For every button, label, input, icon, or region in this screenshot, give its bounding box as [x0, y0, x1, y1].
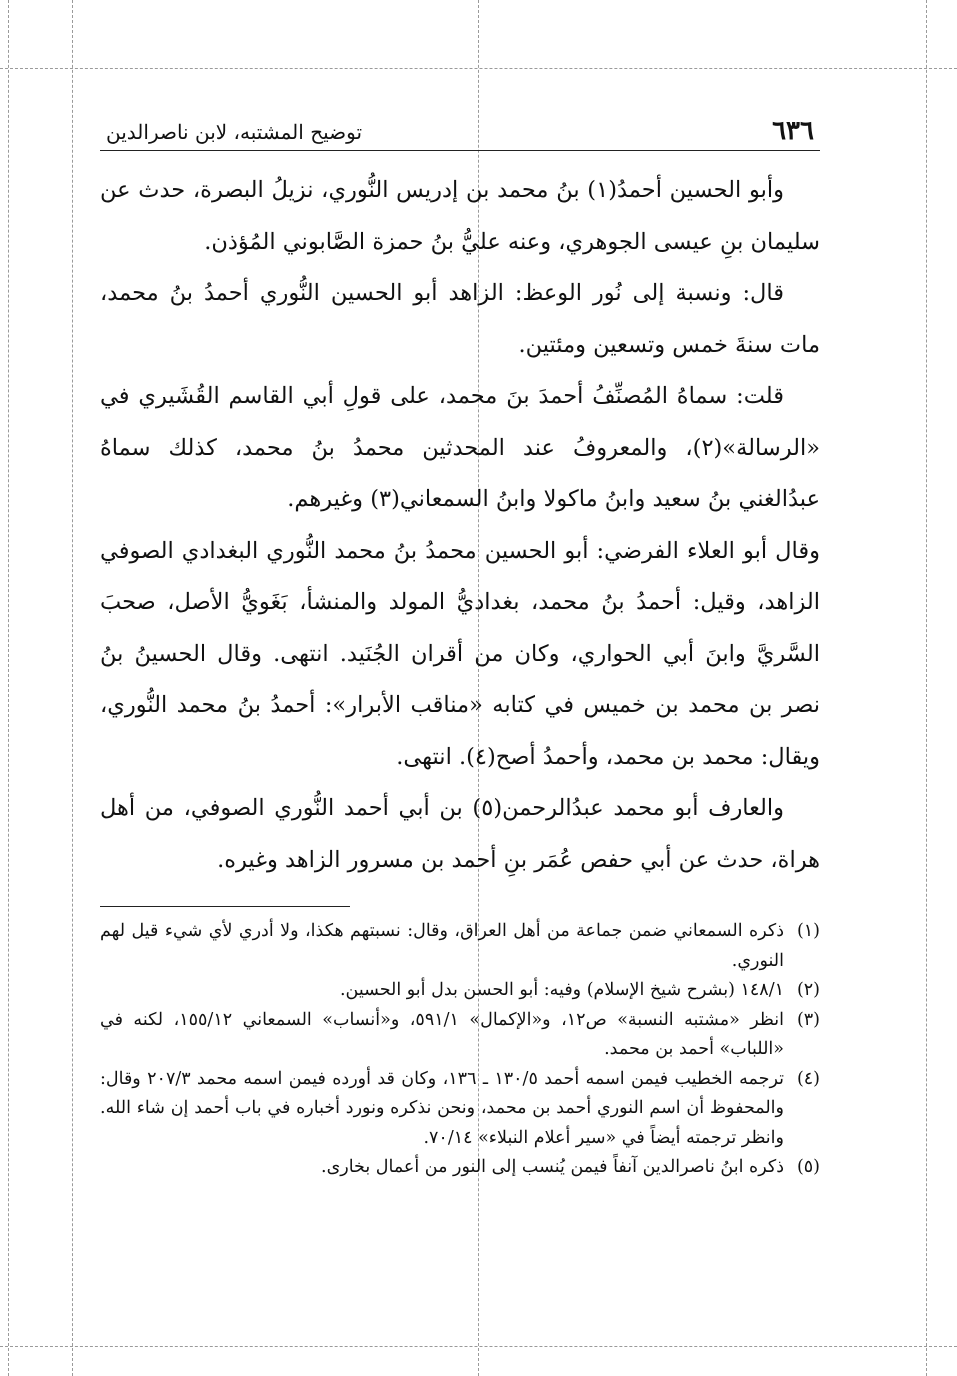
crop-mark-top [0, 68, 957, 69]
book-page [100, 110, 820, 1183]
crop-mark-left-inner [72, 0, 73, 1376]
paragraph: وقال أبو العلاء الفرضي: أبو الحسين محمدُ بنُ محمد النُّوري البغدادي الصوفي الزاهد، وقيل: أحمدُ بنُ محمد، بغداديُّ المولد والمنشأ، بَغَويُّ الأصل، صحبَ السَّريَّ وابنَ أبي الحواري، وكان من أقران الجُنَيد. انتهى. وقال الحسينُ بنُ نصر بن محمد بن خميس في كتابه «مناقب الأبرار»: أحمدُ بنُ محمد النُّوري، ويقال: محمد بن محمد، وأحمدُ أصح(٤). انتهى. [100, 537, 820, 770]
footnote [100, 1153, 820, 1183]
page-header [100, 110, 820, 151]
paragraph: وأبو الحسين أحمدُ(١) بنُ محمد بن إدريس النُّوري، نزيلُ البصرة، حدث عن سليمان بنِ عيسى الجوهري، وعنه عليُّ بنُ حمزة الصَّابوني المُؤذن. [100, 177, 820, 255]
footnote-text: ١٤٨/١ (بشرح شيخ الإسلام) وفيه: أبو الحسن بدل أبو الحسين. [339, 980, 784, 1000]
footnote-text: ذكره ابنُ ناصرالدين آنفاً فيمن يُنسب إلى النور من أعمال بخارى. [321, 1157, 784, 1177]
footnote-number: (٤) [796, 1068, 820, 1089]
crop-mark-left [8, 0, 9, 1376]
footnote-number: (٥) [796, 1157, 820, 1177]
paragraph: والعارف أبو محمد عبدُالرحمن(٥) بن أبي أحمد النُّوري الصوفي، من أهل هراة، حدث عن أبي حفص عُمَر بنِ أحمد بن مسرور الزاهد وغيره. [100, 795, 820, 873]
footnote-separator [100, 906, 350, 907]
footnote [100, 917, 820, 976]
crop-mark-bottom [0, 1346, 957, 1347]
paragraph: قال: ونسبة إلى نُور الوعظ: الزاهد أبو الحسين النُّوري أحمدُ بنُ محمد، مات سنةَ خمس وتسعين ومئتين. [100, 280, 820, 358]
footnote-number: (١) [796, 921, 820, 941]
footnote-number: (٢) [796, 980, 820, 1000]
footnotes [100, 917, 820, 1183]
crop-mark-right [926, 0, 927, 1376]
footnote [100, 1065, 820, 1154]
footnote-text: انظر «مشتبه النسبة» ص١٢، و«الإكمال» ٥٩١/١، و«أنساب» السمعاني ١٥٥/١٢، لكنه في «اللباب» أحمد بن محمد. [100, 1009, 785, 1059]
footnote-text: ترجمه الخطيب فيمن اسمه أحمد ١٣٠/٥ ـ ١٣٦، وكان قد أورده فيمن اسمه محمد ٢٠٧/٣ وقال: والمحفوظ أن اسم النوري أحمد بن محمد، ونحن نذكره ونورد أخباره في باب أحمد إن شاء الله. وانظر ترجمته أيضاً في «سير أعلام النبلاء» ٧٠/١٤. [100, 1068, 784, 1148]
footnote-text: ذكره السمعاني ضمن جماعة من أهل العراق، وقال: نسبتهم هكذا، ولا أدري لأي شيء قيل لهم النوري. [100, 921, 784, 971]
main-text [100, 165, 820, 886]
paragraph: قلت: سماهُ المُصنِّفُ أحمدَ بنَ محمد، على قولِ أبي القاسم القُشَيري في «الرسالة»(٢)، والمعروفُ عند المحدثين محمدُ بنُ محمد، كذلك سماهُ عبدُالغني بنُ سعيد وابنُ ماكولا وابنُ السمعاني(٣) وغيرهم. [100, 383, 820, 512]
footnote-number: (٣) [796, 1009, 820, 1030]
page-number: ٦٣٦ [772, 116, 814, 146]
running-title: توضيح المشتبه، لابن ناصرالدين [106, 120, 363, 144]
footnote [100, 1006, 820, 1065]
footnote [100, 976, 820, 1006]
